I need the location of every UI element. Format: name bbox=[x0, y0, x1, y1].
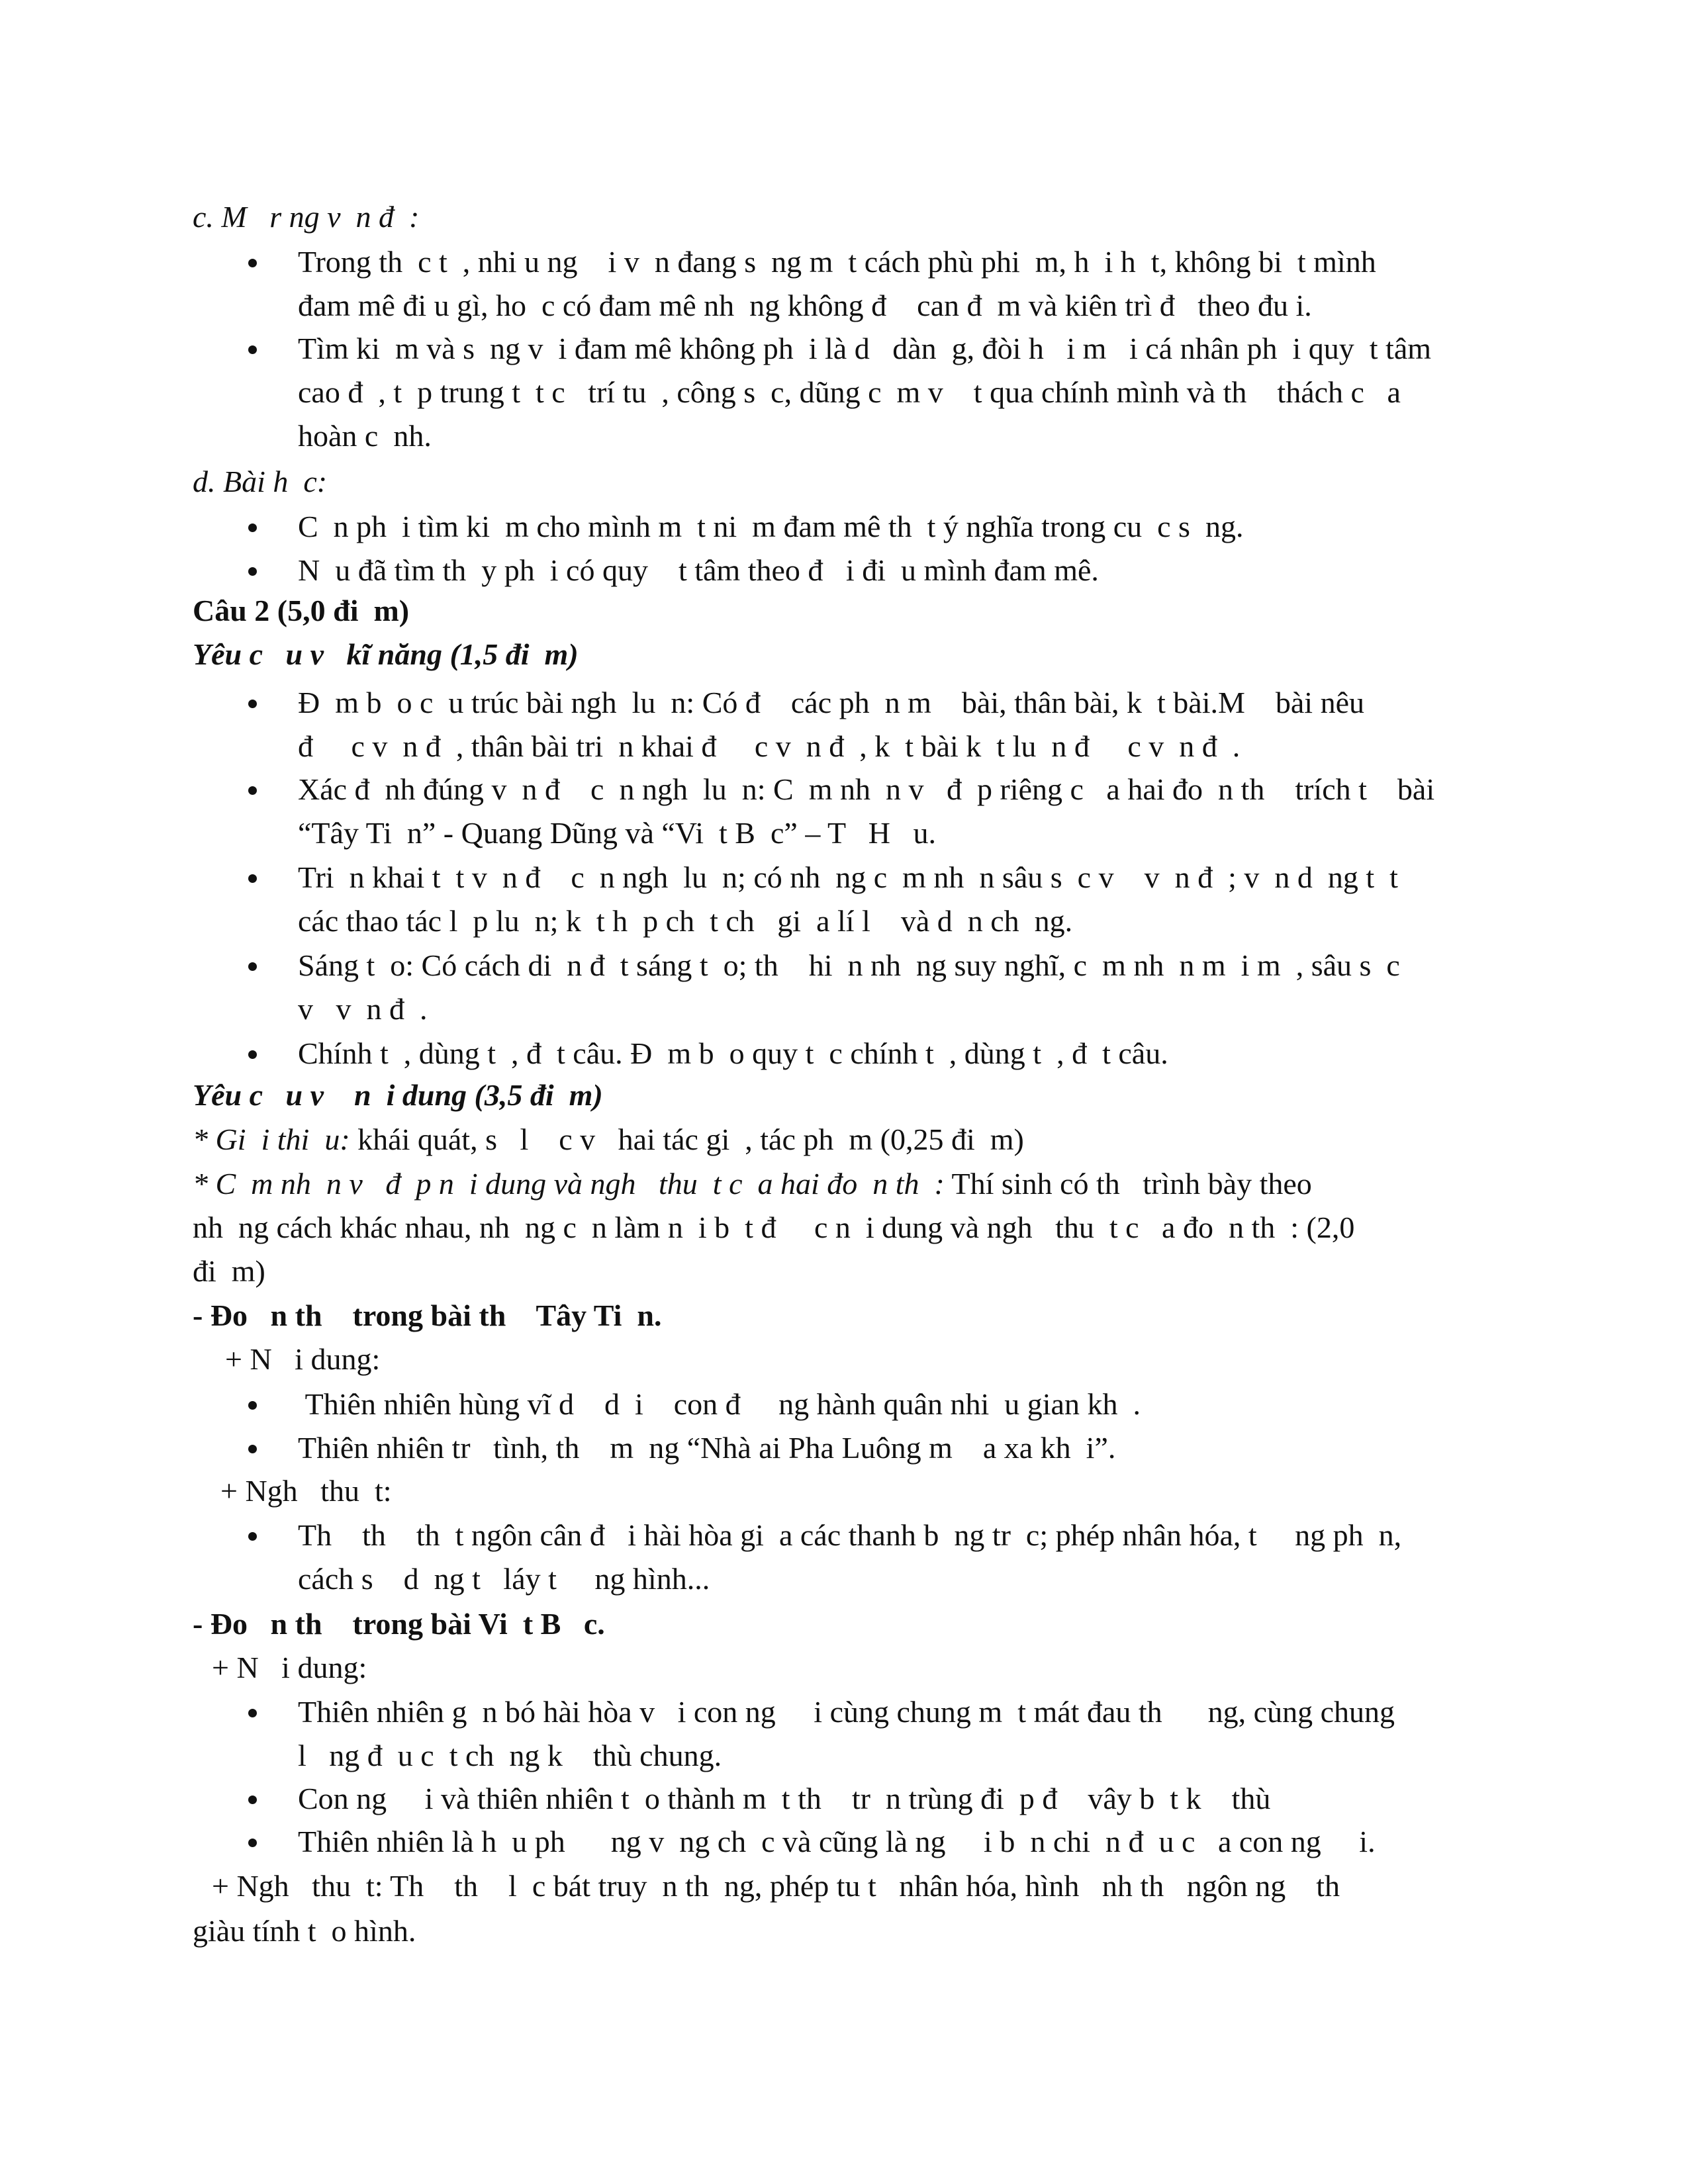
sub-heading: + N i dung: bbox=[225, 1342, 381, 1376]
list-item-continued: cách s d ng t láy t ng hình... bbox=[298, 1562, 710, 1596]
section-heading-viet-bac: - Đo n th trong bài Vi t B c. bbox=[193, 1607, 605, 1641]
bullet-icon bbox=[248, 567, 257, 576]
list-item: C n ph i tìm ki m cho mình m t ni m đam mê th t ý nghĩa trong cu c s ng. bbox=[298, 510, 1244, 543]
list-item: Sáng t o: Có cách di n đ t sáng t o; th hi n nh ng suy nghĩ, c m nh n m i m , sâu s c bbox=[298, 948, 1400, 982]
list-item: Chính t , dùng t , đ t câu. Đ m b o quy t c chính t , dùng t , đ t câu. bbox=[298, 1036, 1168, 1070]
bullet-icon bbox=[248, 1401, 257, 1410]
list-item-continued: các thao tác l p lu n; k t h p ch t ch gi a lí l và d n ch ng. bbox=[298, 904, 1073, 938]
bullet-icon bbox=[248, 1796, 257, 1804]
appreciation-line bbox=[193, 1164, 1312, 1204]
sub-heading: + Ngh thu t: bbox=[220, 1474, 392, 1508]
bullet-icon bbox=[248, 1532, 257, 1541]
bullet-icon bbox=[248, 1050, 257, 1059]
list-item: Tìm ki m và s ng v i đam mê không ph i là d dàn g, đòi h i m i cá nhân ph i quy t tâm bbox=[298, 332, 1432, 365]
bullet-icon bbox=[248, 1709, 257, 1717]
list-item-continued: “Tây Ti n” - Quang Dũng và “Vi t B c” – T H u. bbox=[298, 816, 936, 850]
paragraph-continued: nh ng cách khác nhau, nh ng c n làm n i b t đ c n i dung và ngh thu t c a đo n th : (2,0 bbox=[193, 1210, 1355, 1244]
bullet-icon bbox=[248, 1839, 257, 1847]
list-item-continued: đam mê đi u gì, ho c có đam mê nh ng không đ can đ m và kiên trì đ theo đu i. bbox=[298, 289, 1312, 322]
list-item-continued: l ng đ u c t ch ng k thù chung. bbox=[298, 1739, 722, 1772]
list-item: Thiên nhiên g n bó hài hòa v i con ng i cùng chung m t mát đau th ng, cùng chung bbox=[298, 1695, 1395, 1729]
bullet-icon bbox=[248, 259, 257, 267]
list-item: N u đã tìm th y ph i có quy t tâm theo đ i đi u mình đam mê. bbox=[298, 553, 1099, 587]
bullet-icon bbox=[248, 345, 257, 354]
list-item-continued: v v n đ . bbox=[298, 992, 428, 1026]
list-item: Thiên nhiên là h u ph ng v ng ch c và cũng là ng i b n chi n đ u c a con ng i. bbox=[298, 1825, 1376, 1858]
list-item: Tri n khai t t v n đ c n ngh lu n; có nh ng c m nh n sâu s c v v n đ ; v n d ng t t bbox=[298, 860, 1398, 894]
bullet-icon bbox=[248, 700, 257, 708]
list-item: Th th th t ngôn cân đ i hài hòa gi a các thanh b ng tr c; phép nhân hóa, t ng ph n, bbox=[298, 1518, 1402, 1552]
bullet-icon bbox=[248, 962, 257, 971]
list-item: Xác đ nh đúng v n đ c n ngh lu n: C m nh n v đ p riêng c a hai đo n th trích t bài bbox=[298, 772, 1435, 806]
list-item-continued: đ c v n đ , thân bài tri n khai đ c v n đ , k t bài k t lu n đ c v n đ . bbox=[298, 729, 1241, 763]
list-item: Đ m b o c u trúc bài ngh lu n: Có đ các ph n m bài, thân bài, k t bài.M bài nêu bbox=[298, 686, 1364, 719]
bullet-icon bbox=[248, 1445, 257, 1453]
bullet-icon bbox=[248, 523, 257, 532]
list-item: Thiên nhiên tr tình, th m ng “Nhà ai Pha Luông m a xa kh i”. bbox=[298, 1431, 1116, 1465]
question-heading: Câu 2 (5,0 đi m) bbox=[193, 594, 410, 627]
list-item-continued: hoàn c nh. bbox=[298, 419, 432, 453]
list-item: Trong th c t , nhi u ng i v n đang s ng m t cách phù phi m, h i h t, không bi t mình bbox=[298, 245, 1376, 279]
requirement-skills-heading: Yêu c u v kĩ năng (1,5 đi m) bbox=[193, 637, 579, 671]
sub-heading: + N i dung: bbox=[212, 1651, 367, 1684]
intro-line bbox=[193, 1120, 1024, 1160]
paragraph: + Ngh thu t: Th th l c bát truy n th ng, phép tu t nhân hóa, hình nh th ngôn ng th bbox=[212, 1869, 1340, 1903]
list-item-continued: cao đ , t p trung t t c trí tu , công s c, dũng c m v t qua chính mình và th thách c a bbox=[298, 375, 1401, 409]
section-heading-tay-tien: - Đo n th trong bài th Tây Ti n. bbox=[193, 1298, 662, 1332]
intro-text: khái quát, s l c v hai tác gi , tác ph m (0,25 đi m) bbox=[350, 1122, 1024, 1156]
heading-bai-hoc: d. Bài h c: bbox=[193, 465, 328, 498]
intro-label: * Gi i thi u: bbox=[193, 1122, 350, 1156]
paragraph-continued: giàu tính t o hình. bbox=[193, 1914, 416, 1948]
appreciation-text: Thí sinh có th trình bày theo bbox=[944, 1167, 1312, 1201]
list-item: Thiên nhiên hùng vĩ d d i con đ ng hành quân nhi u gian kh . bbox=[298, 1387, 1141, 1421]
requirement-content-heading: Yêu c u v n i dung (3,5 đi m) bbox=[193, 1078, 603, 1112]
appreciation-label: * C m nh n v đ p n i dung và ngh thu t c a hai đo n th : bbox=[193, 1167, 945, 1201]
list-item: Con ng i và thiên nhiên t o thành m t th tr n trùng đi p đ vây b t k thù bbox=[298, 1782, 1271, 1815]
paragraph-continued: đi m) bbox=[193, 1254, 265, 1288]
heading-mo-rong: c. M r ng v n đ : bbox=[193, 200, 420, 234]
bullet-icon bbox=[248, 874, 257, 883]
bullet-icon bbox=[248, 786, 257, 795]
